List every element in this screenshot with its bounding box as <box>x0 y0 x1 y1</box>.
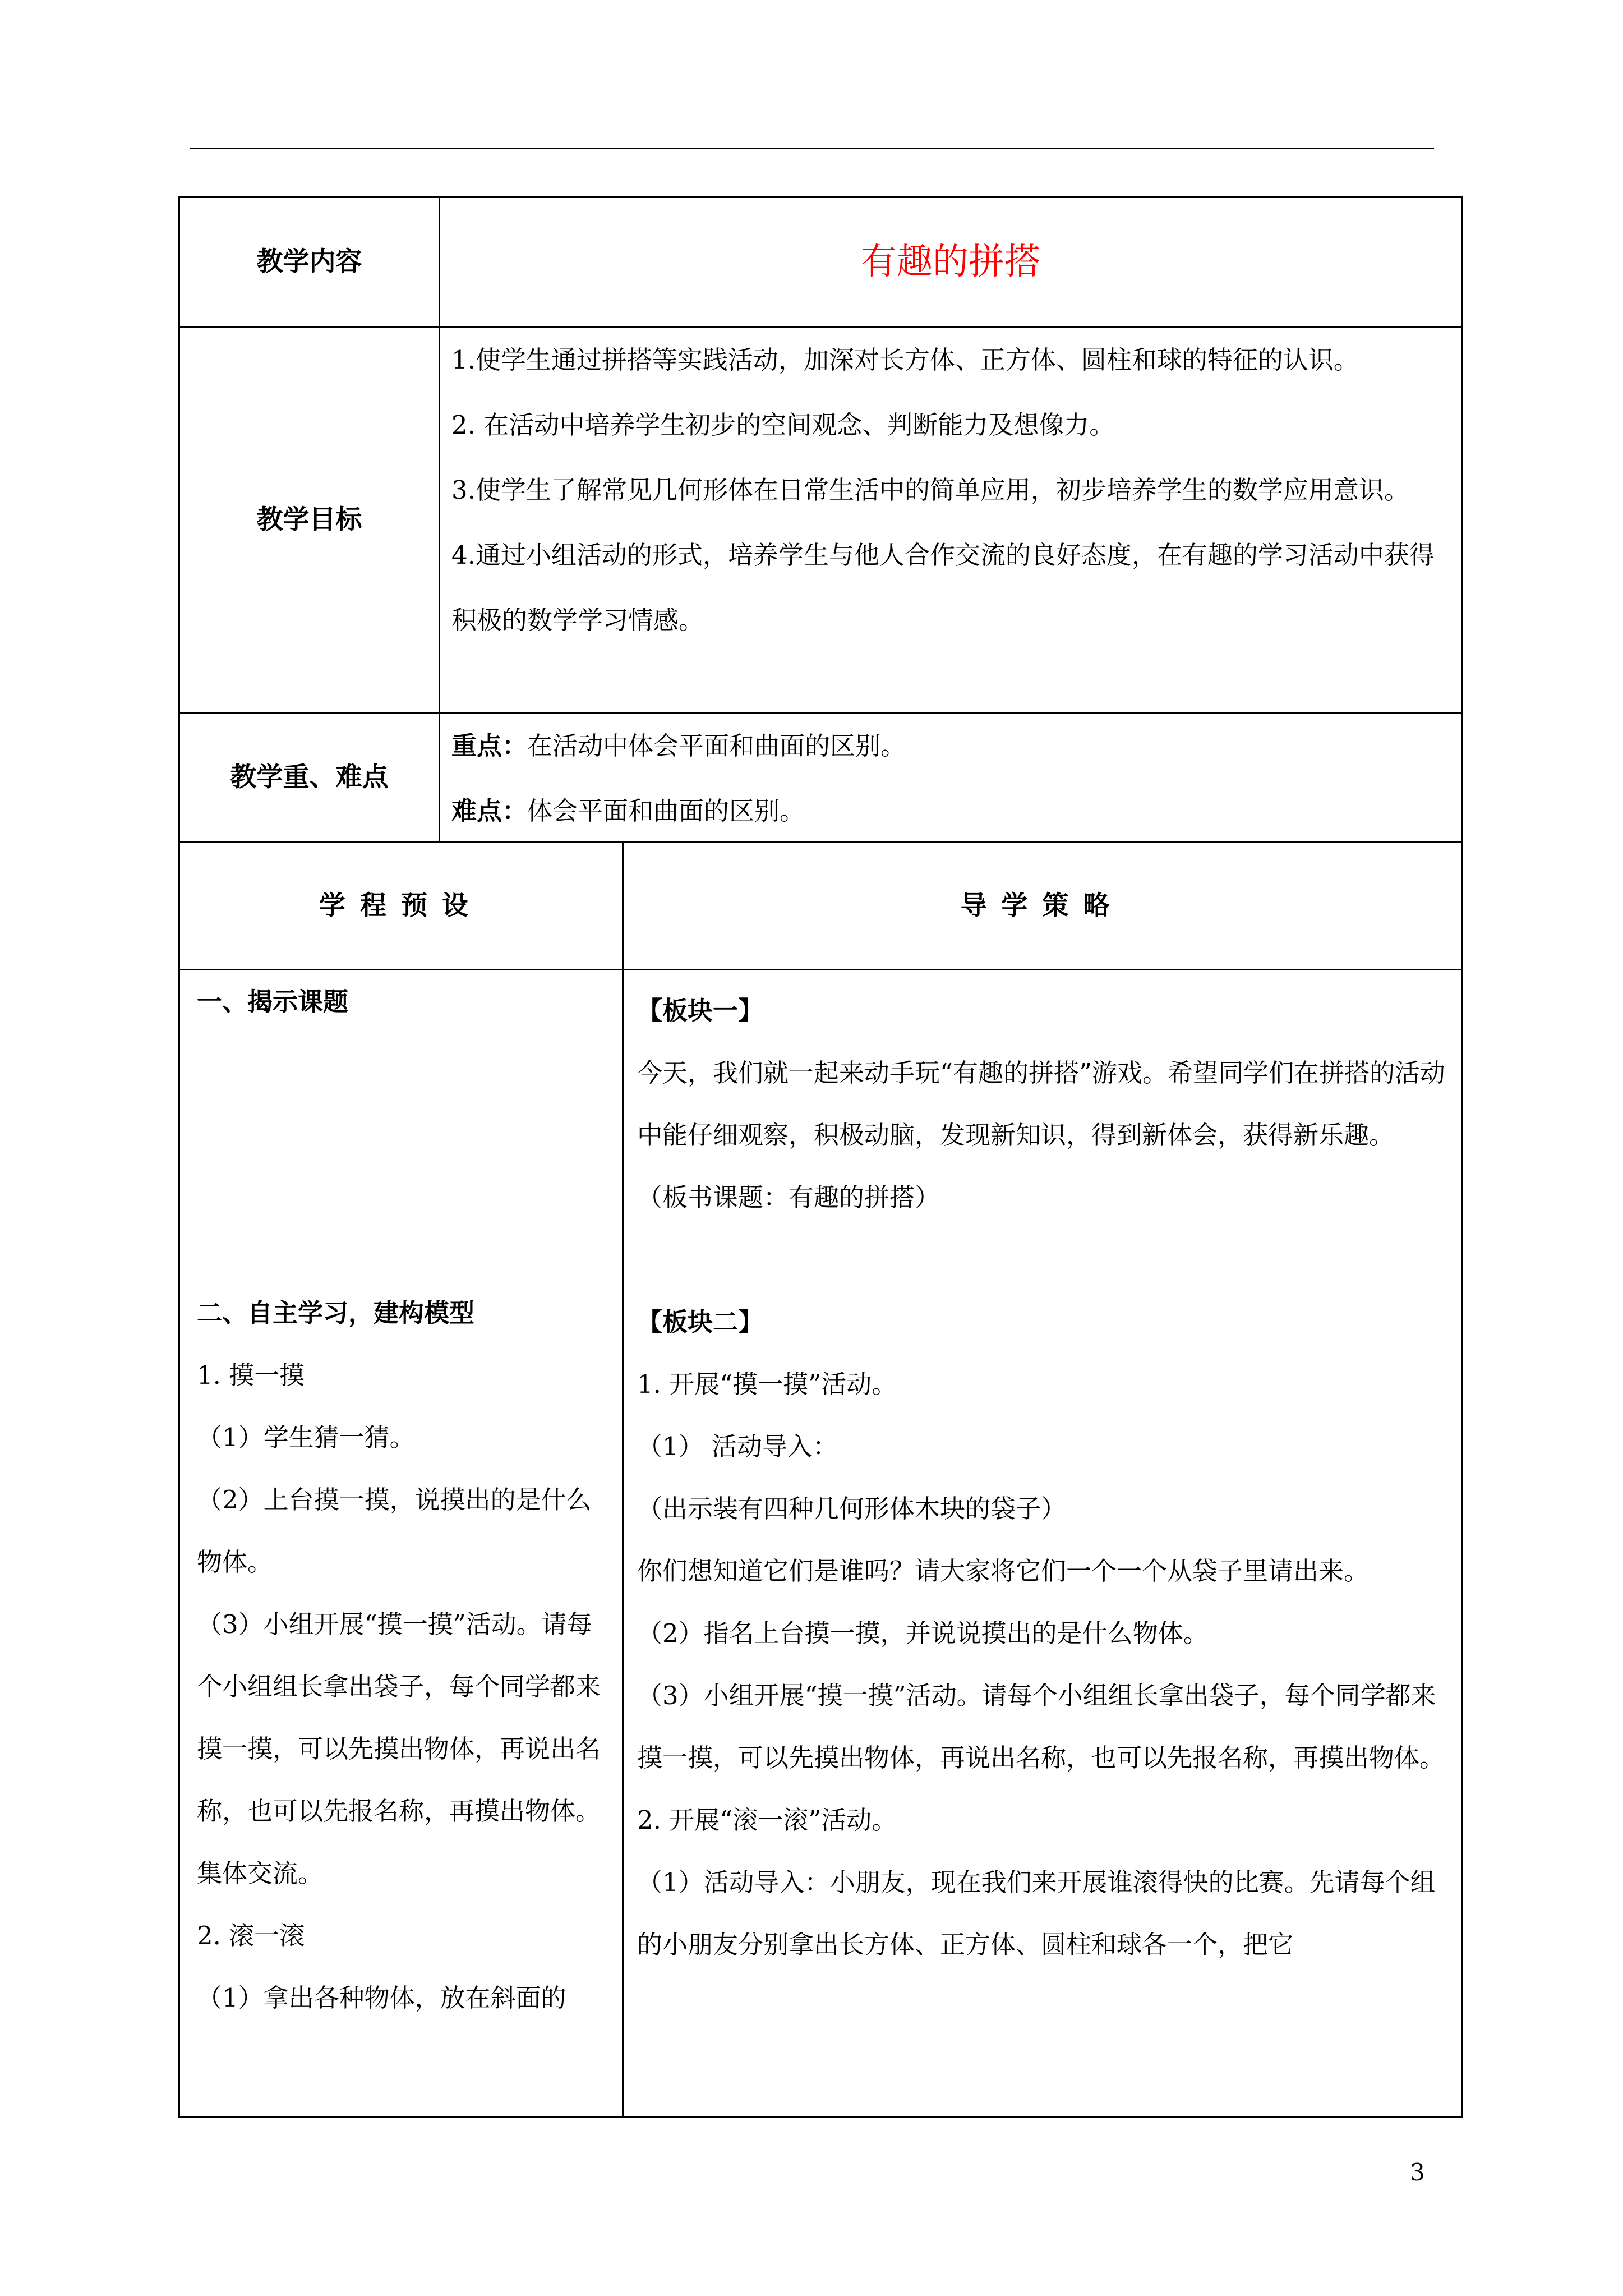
right-line: 你们想知道它们是谁吗？请大家将它们一个一个从袋子里请出来。 <box>637 1556 1370 1586</box>
key-label: 重点： <box>451 731 528 761</box>
left-line: （2）上台摸一摸，说摸出的是什么物体。 <box>197 1485 592 1577</box>
key-point <box>451 714 1455 779</box>
goals-label: 教学目标 <box>256 504 362 535</box>
right-line: （出示装有四种几何形体木块的袋子） <box>637 1494 1067 1524</box>
goals-list <box>451 328 1455 712</box>
key-text: 在活动中体会平面和曲面的区别。 <box>527 731 906 761</box>
right-line: 1. 开展“摸一摸”活动。 <box>637 1369 897 1399</box>
left-column-header: 学程预设 <box>319 890 483 921</box>
right-line: （1）活动导入：小朋友，现在我们来开展谁滚得快的比赛。先请每个组的小朋友分别拿出长方体、正方体、圆柱和球各一个，把它 <box>637 1867 1436 1959</box>
right-line: （3）小组开展“摸一摸”活动。请每个小组组长拿出袋子，每个同学都来摸一摸，可以先摸出物体，再说出名称，也可以先报名称，再摸出物体。 <box>637 1681 1445 1773</box>
right-column-header: 导学策略 <box>960 890 1124 921</box>
left-line: 2. 滚一滚 <box>197 1921 305 1950</box>
difficulty-text: 体会平面和曲面的区别。 <box>527 796 805 826</box>
goal-item: 1.使学生通过拼搭等实践活动，加深对长方体、正方体、圆柱和球的特征的认识。 <box>451 345 1359 375</box>
right-body <box>637 979 1456 2115</box>
left-line: （3）小组开展“摸一摸”活动。请每个小组组长拿出袋子，每个同学都来摸一摸，可以先摸出物体，再说出名称，也可以先报名称，再摸出物体。 <box>197 1609 601 1826</box>
keypoints-content <box>451 714 1455 841</box>
left-body <box>197 970 615 2115</box>
block-note: （板书课题：有趣的拼搭） <box>637 1182 940 1212</box>
spacer <box>637 1228 1456 1291</box>
difficulty-label: 难点： <box>451 796 528 826</box>
goal-item: 2. 在活动中培养学生初步的空间观念、判断能力及想像力。 <box>451 410 1115 440</box>
lesson-plan-table <box>178 196 1463 2118</box>
block-text: 今天，我们就一起来动手玩“有趣的拼搭”游戏。希望同学们在拼搭的活动中能仔细观察，积极动脑，发现新知识，得到新体会，获得新乐趣。 <box>637 1058 1446 1150</box>
keypoints-label: 教学重、难点 <box>230 762 389 793</box>
block-heading: 【板块一】 <box>637 996 764 1025</box>
right-line: （2）指名上台摸一摸，并说说摸出的是什么物体。 <box>637 1618 1209 1648</box>
section-heading: 一、揭示课题 <box>197 987 349 1016</box>
goal-item: 3.使学生了解常见几何形体在日常生活中的简单应用，初步培养学生的数学应用意识。 <box>451 475 1409 505</box>
left-line: （1）学生猜一猜。 <box>197 1423 415 1452</box>
right-line: 2. 开展“滚一滚”活动。 <box>637 1805 897 1835</box>
goal-item: 4.通过小组活动的形式，培养学生与他人合作交流的良好态度，在有趣的学习活动中获得积极的数学学习情感。 <box>451 540 1435 635</box>
col-divider <box>622 841 624 2116</box>
section-heading: 二、自主学习，建构模型 <box>197 1298 475 1328</box>
content-label: 教学内容 <box>256 246 362 277</box>
left-line: 集体交流。 <box>197 1858 324 1888</box>
left-line: 1. 摸一摸 <box>197 1360 305 1390</box>
page-number: 3 <box>1410 2159 1425 2186</box>
difficulty-point <box>451 779 1455 844</box>
left-line: （1）拿出各种物体，放在斜面的 <box>197 1983 566 2013</box>
block-heading: 【板块二】 <box>637 1307 764 1337</box>
right-line: （1） 活动导入： <box>637 1432 838 1461</box>
header-rule <box>190 148 1434 149</box>
spacer <box>197 1033 615 1282</box>
lesson-title: 有趣的拼搭 <box>861 241 1040 283</box>
